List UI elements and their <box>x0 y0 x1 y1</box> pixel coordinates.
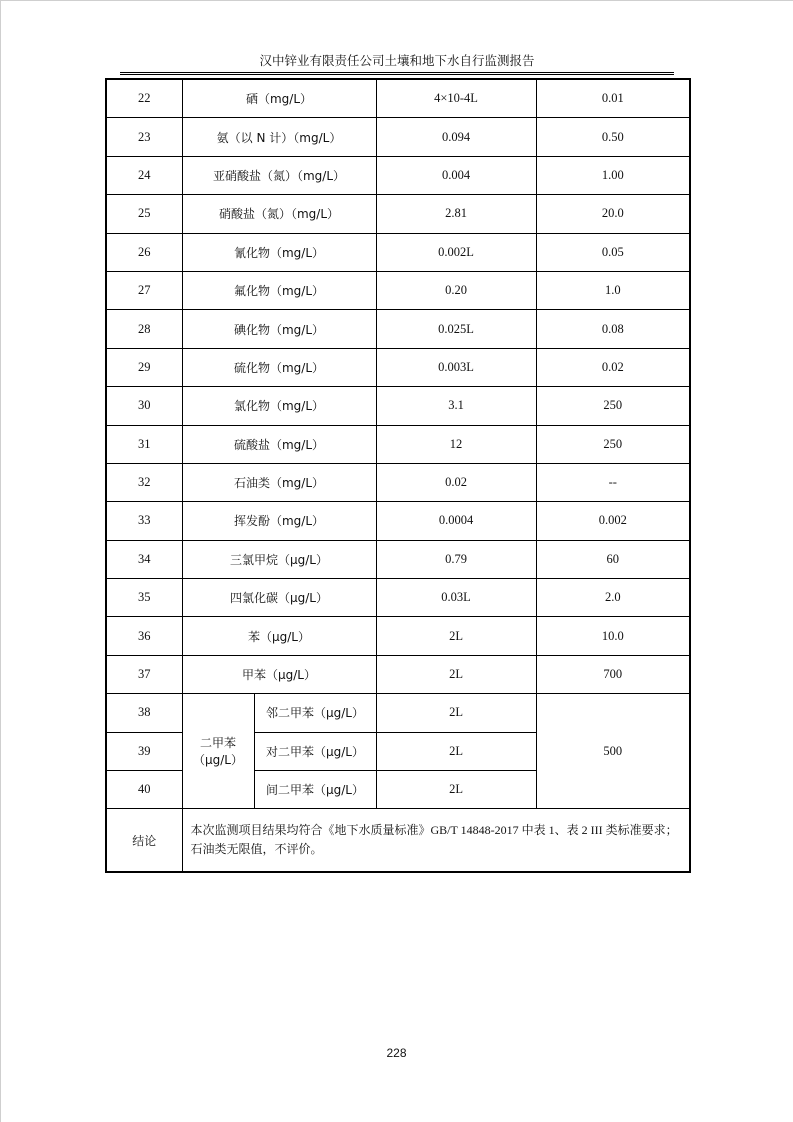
report-header-title: 汉中锌业有限责任公司土壤和地下水自行监测报告 <box>259 53 535 68</box>
parameter-name: 挥发酚（mg/L） <box>182 502 376 540</box>
row-number: 36 <box>106 617 182 655</box>
row-number: 27 <box>106 271 182 309</box>
row-number: 33 <box>106 502 182 540</box>
table-row <box>106 425 690 463</box>
table-body <box>106 79 690 872</box>
row-number: 23 <box>106 118 182 156</box>
parameter-name: 硒（mg/L） <box>182 79 376 118</box>
row-number: 28 <box>106 310 182 348</box>
measured-result: 0.03L <box>376 579 536 617</box>
parameter-name: 间二甲苯（μg/L） <box>254 771 376 809</box>
header-rule-secondary <box>120 74 674 75</box>
parameter-name: 苯（μg/L） <box>182 617 376 655</box>
standard-limit: 700 <box>536 655 690 693</box>
parameter-name: 亚硝酸盐（氮）（mg/L） <box>182 156 376 194</box>
table-row <box>106 156 690 194</box>
table-row <box>106 79 690 118</box>
parameter-name: 甲苯（μg/L） <box>182 655 376 693</box>
xylene-group-label: 二甲苯（μg/L） <box>182 694 254 809</box>
measured-result: 2L <box>376 732 536 770</box>
standard-limit: 10.0 <box>536 617 690 655</box>
standard-limit: 0.50 <box>536 118 690 156</box>
row-number: 22 <box>106 79 182 118</box>
standard-limit: 0.05 <box>536 233 690 271</box>
standard-limit: 0.02 <box>536 348 690 386</box>
standard-limit: 250 <box>536 387 690 425</box>
measured-result: 4×10-4L <box>376 79 536 118</box>
standard-limit: 250 <box>536 425 690 463</box>
parameter-name: 氟化物（mg/L） <box>182 271 376 309</box>
measured-result: 2L <box>376 655 536 693</box>
row-number: 38 <box>106 694 182 732</box>
row-number: 25 <box>106 195 182 233</box>
measured-result: 0.094 <box>376 118 536 156</box>
standard-limit: 0.08 <box>536 310 690 348</box>
standard-limit: 0.002 <box>536 502 690 540</box>
page-number: 228 <box>386 1046 407 1060</box>
row-number: 40 <box>106 771 182 809</box>
table-row <box>106 233 690 271</box>
parameter-name: 石油类（mg/L） <box>182 463 376 501</box>
table-row <box>106 118 690 156</box>
measured-result: 0.02 <box>376 463 536 501</box>
standard-limit: 60 <box>536 540 690 578</box>
row-number: 26 <box>106 233 182 271</box>
standard-limit: 20.0 <box>536 195 690 233</box>
table-row <box>106 387 690 425</box>
measured-result: 2.81 <box>376 195 536 233</box>
parameter-name: 对二甲苯（μg/L） <box>254 732 376 770</box>
table-row <box>106 655 690 693</box>
table-row <box>106 694 690 732</box>
table-row <box>106 310 690 348</box>
parameter-name: 碘化物（mg/L） <box>182 310 376 348</box>
row-number: 34 <box>106 540 182 578</box>
measured-result: 0.20 <box>376 271 536 309</box>
table-row <box>106 502 690 540</box>
measured-result: 12 <box>376 425 536 463</box>
standard-limit: 0.01 <box>536 79 690 118</box>
xylene-standard-limit: 500 <box>536 694 690 809</box>
measured-result: 0.003L <box>376 348 536 386</box>
page-border-left <box>0 0 1 1122</box>
parameter-name: 邻二甲苯（μg/L） <box>254 694 376 732</box>
parameter-name: 硫化物（mg/L） <box>182 348 376 386</box>
row-number: 24 <box>106 156 182 194</box>
monitoring-results-table <box>105 78 691 873</box>
measured-result: 0.025L <box>376 310 536 348</box>
standard-limit: 1.0 <box>536 271 690 309</box>
standard-limit: 2.0 <box>536 579 690 617</box>
measured-result: 0.79 <box>376 540 536 578</box>
row-number: 30 <box>106 387 182 425</box>
row-number: 32 <box>106 463 182 501</box>
row-number: 31 <box>106 425 182 463</box>
parameter-name: 三氯甲烷（μg/L） <box>182 540 376 578</box>
page-border-top <box>0 0 793 1</box>
table-row <box>106 463 690 501</box>
table-row <box>106 348 690 386</box>
header-rule <box>120 72 674 73</box>
table-row <box>106 540 690 578</box>
measured-result: 0.002L <box>376 233 536 271</box>
measured-result: 0.0004 <box>376 502 536 540</box>
row-number: 29 <box>106 348 182 386</box>
measured-result: 3.1 <box>376 387 536 425</box>
conclusion-label: 结论 <box>106 809 182 873</box>
table-row <box>106 579 690 617</box>
table-row <box>106 271 690 309</box>
standard-limit: 1.00 <box>536 156 690 194</box>
table-row <box>106 617 690 655</box>
conclusion-text: 本次监测项目结果均符合《地下水质量标准》GB/T 14848-2017 中表 1、表 2 III 类标准要求；石油类无限值，不评价。 <box>182 809 690 873</box>
measured-result: 2L <box>376 617 536 655</box>
parameter-name: 硝酸盐（氮）（mg/L） <box>182 195 376 233</box>
parameter-name: 四氯化碳（μg/L） <box>182 579 376 617</box>
standard-limit: -- <box>536 463 690 501</box>
parameter-name: 氰化物（mg/L） <box>182 233 376 271</box>
parameter-name: 氨（以 N 计）（mg/L） <box>182 118 376 156</box>
measured-result: 0.004 <box>376 156 536 194</box>
parameter-name: 硫酸盐（mg/L） <box>182 425 376 463</box>
parameter-name: 氯化物（mg/L） <box>182 387 376 425</box>
table-row <box>106 195 690 233</box>
conclusion-row <box>106 809 690 873</box>
row-number: 37 <box>106 655 182 693</box>
measured-result: 2L <box>376 771 536 809</box>
row-number: 39 <box>106 732 182 770</box>
row-number: 35 <box>106 579 182 617</box>
measured-result: 2L <box>376 694 536 732</box>
